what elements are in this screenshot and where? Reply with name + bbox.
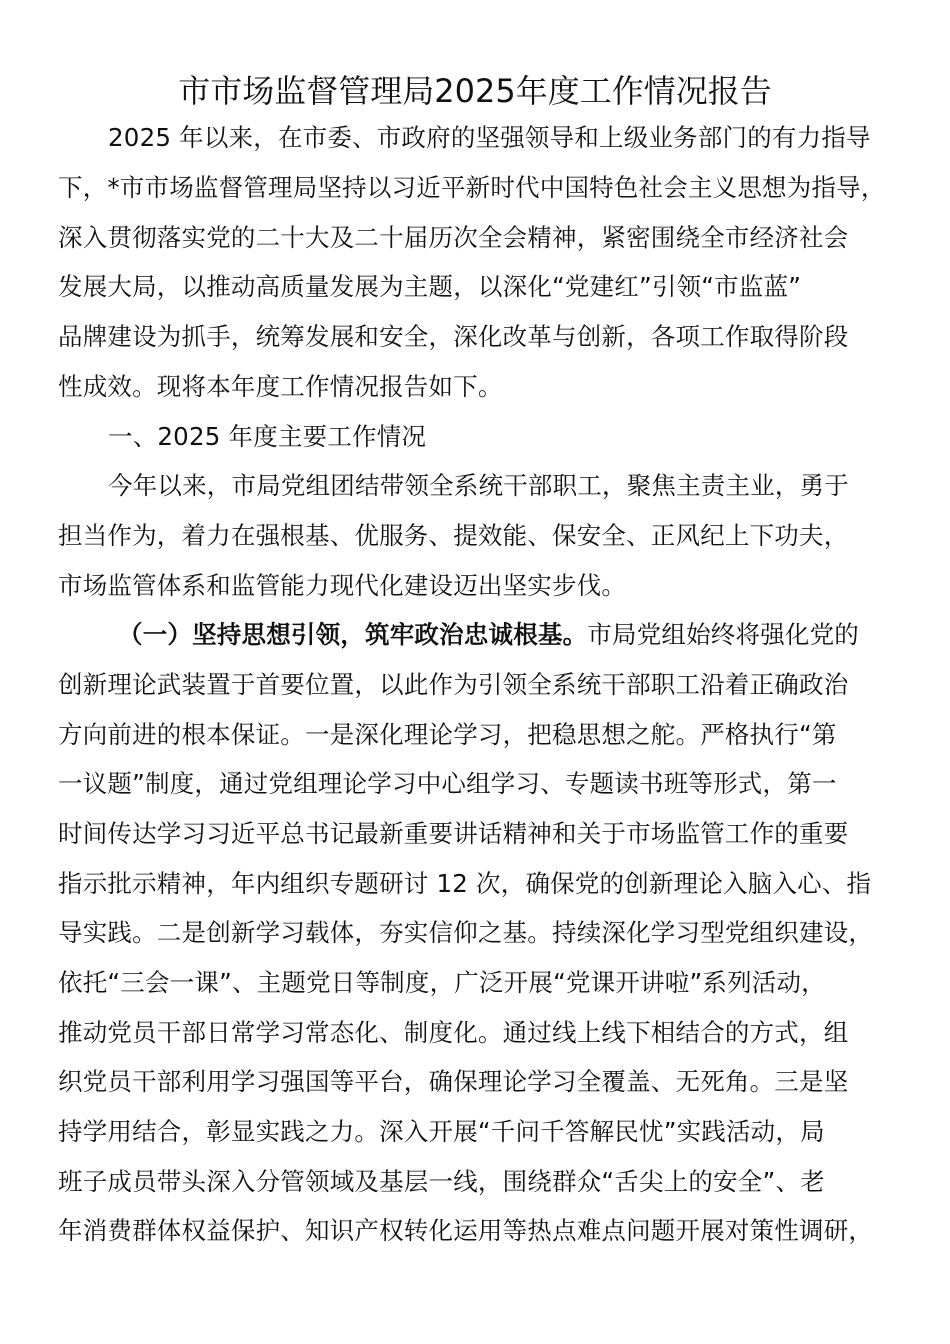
paragraph-line: 2025 年以来，在市委、市政府的坚强领导和上级业务部门的有力指导 (108, 123, 871, 152)
paragraph-line: 今年以来，市局党组团结带领全系统干部职工，聚焦主责主业，勇于 (108, 471, 849, 500)
paragraph-line: 品牌建设为抓手，统筹发展和安全，深化改革与创新，各项工作取得阶段 (58, 322, 849, 351)
paragraph-line: 推动党员干部日常学习常态化、制度化。通过线上线下相结合的方式，组 (58, 1018, 849, 1047)
paragraph-line: 班子成员带头深入分管领域及基层一线，围绕群众“舌尖上的安全”、老 (58, 1167, 825, 1196)
paragraph-line: 织党员干部利用学习强国等平台，确保理论学习全覆盖、无死角。三是坚 (58, 1067, 849, 1096)
paragraph-line: 指示批示精神，年内组织专题研讨 12 次，确保党的创新理论入脑入心、指 (58, 869, 872, 898)
paragraph-line: 深入贯彻落实党的二十大及二十届历次全会精神，紧密围绕全市经济社会 (58, 223, 849, 252)
subsection-line (118, 618, 859, 652)
paragraph-line: 方向前进的根本保证。一是深化理论学习，把稳思想之舵。严格执行“第 (58, 720, 837, 749)
paragraph-line: 依托“三会一课”、主题党日等制度，广泛开展“党课开讲啦”系列活动， (58, 968, 826, 997)
paragraph-line: 发展大局，以推动高质量发展为主题，以深化“党建红”引领“市监蓝” (58, 272, 802, 301)
paragraph-line: 担当作为，着力在强根基、优服务、提效能、保安全、正风纪上下功夫， (58, 521, 849, 550)
paragraph-line: 创新理论武装置于首要位置，以此作为引领全系统干部职工沿着正确政治 (58, 670, 849, 699)
paragraph-line: 年消费群体权益保护、知识产权转化运用等热点难点问题开展对策性调研， (58, 1216, 874, 1245)
paragraph-line: 时间传达学习习近平总书记最新重要讲话精神和关于市场监管工作的重要 (58, 819, 849, 848)
document-title: 市市场监督管理局2025年度工作情况报告 (178, 72, 772, 110)
subsection-heading: （一）坚持思想引领，筑牢政治忠诚根基。 (118, 620, 588, 649)
paragraph-line: 下，*市市场监督管理局坚持以习近平新时代中国特色社会主义思想为指导， (58, 173, 886, 202)
paragraph-line: 市场监管体系和监管能力现代化建设迈出坚实步伐。 (58, 571, 627, 600)
paragraph-line: 性成效。现将本年度工作情况报告如下。 (58, 372, 503, 401)
section-heading: 一、2025 年度主要工作情况 (108, 422, 427, 451)
paragraph-line: 一议题”制度，通过党组理论学习中心组学习、专题读书班等形式，第一 (58, 769, 837, 798)
paragraph-line: 导实践。二是创新学习载体，夯实信仰之基。持续深化学习型党组织建设， (58, 918, 874, 947)
paragraph-line: 持学用结合，彰显实践之力。深入开展“千问千答解民忧”实践活动，局 (58, 1117, 825, 1146)
subsection-text: 市局党组始终将强化党的 (587, 620, 860, 649)
